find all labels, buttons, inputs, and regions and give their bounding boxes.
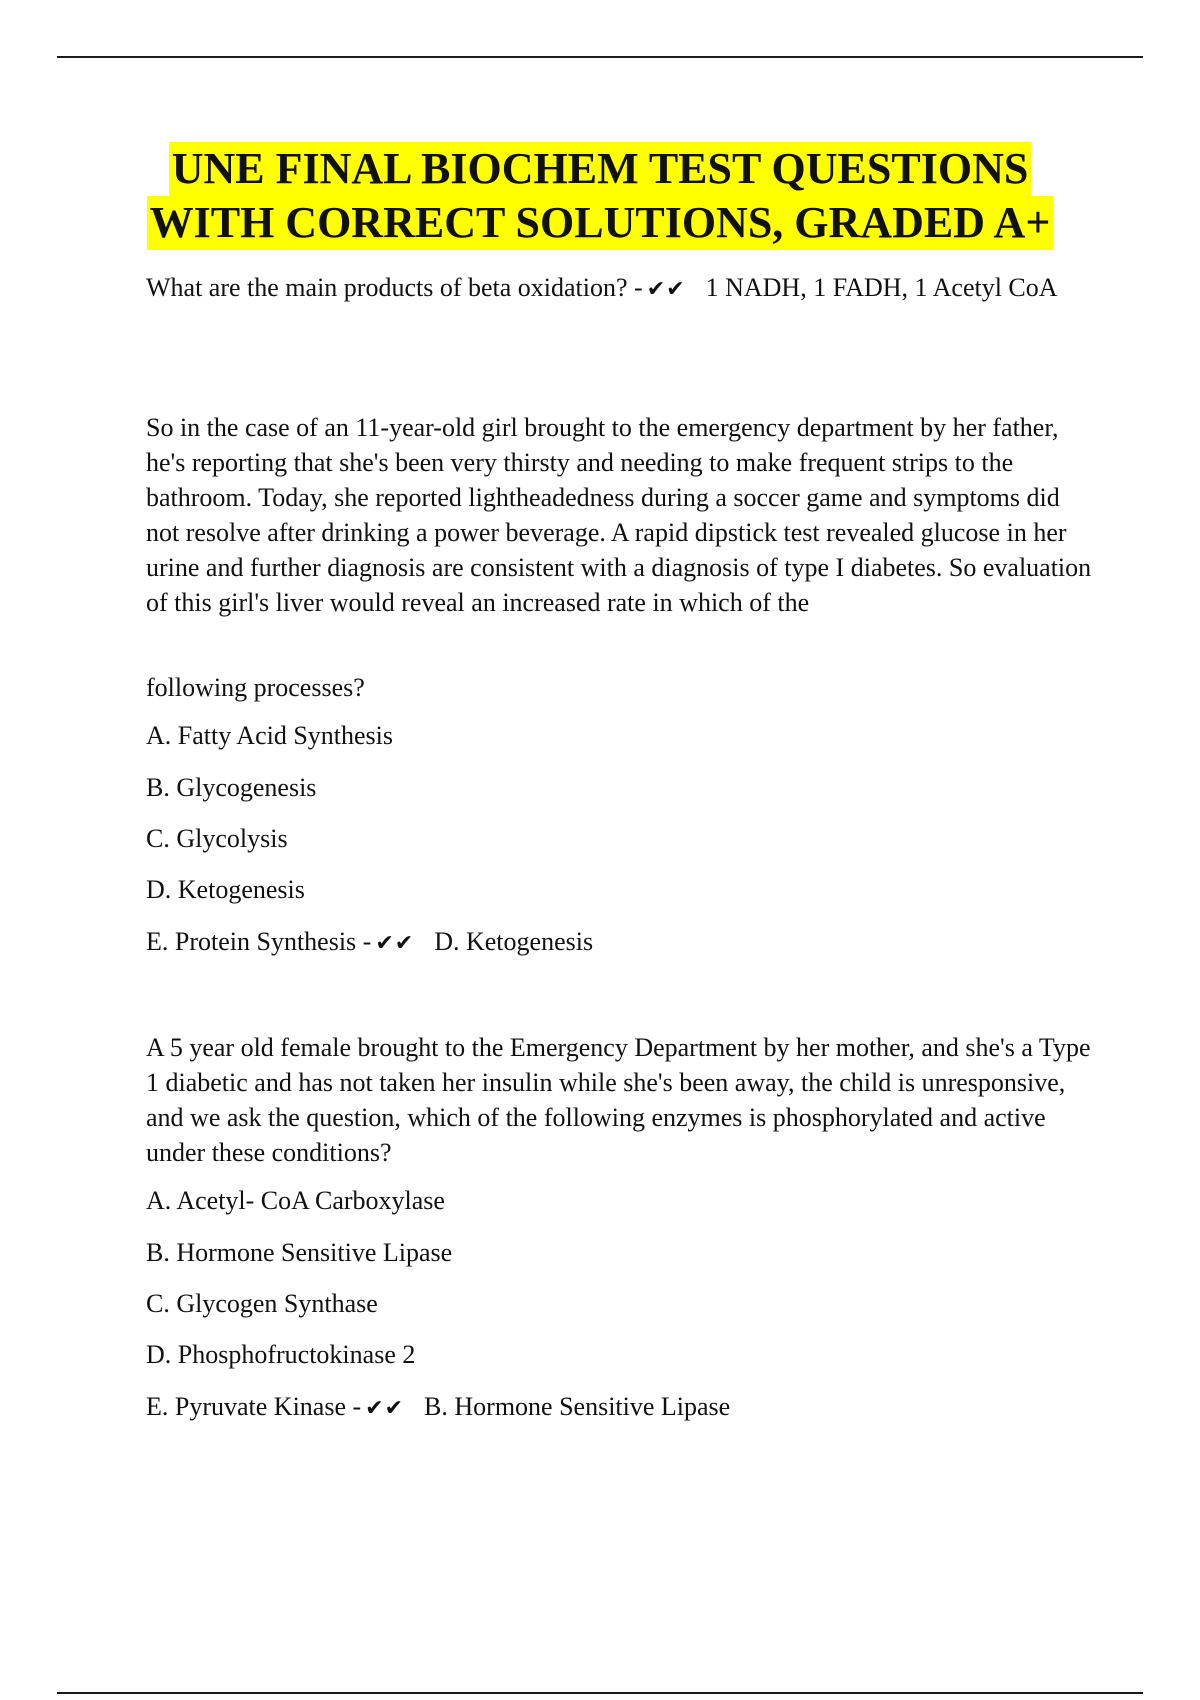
option-item: C. Glycolysis: [146, 824, 288, 853]
question-beta-oxidation: [146, 270, 1096, 307]
option-item: D. Phosphofructokinase 2: [146, 1340, 416, 1369]
check-mark-icon: ✔✔: [375, 931, 415, 956]
question-hormone-sensitive-lipase: [146, 1030, 1096, 1170]
option-answer-line: E. Protein Synthesis - ✔✔ D. Ketogenesis: [146, 927, 594, 956]
title-line-2: WITH CORRECT SOLUTIONS, GRADED A+: [147, 196, 1054, 250]
option-item: D. Ketogenesis: [146, 875, 305, 904]
question-type1-diabetes-liver: [146, 410, 1096, 620]
option-item: B. Glycogenesis: [146, 773, 317, 802]
answer-text: 1 NADH, 1 FADH, 1 Acetyl CoA: [705, 273, 1058, 302]
top-rule: [57, 56, 1143, 58]
option-answer-line: E. Pyruvate Kinase - ✔✔ B. Hormone Sensitive Lipase: [146, 1392, 731, 1421]
question-paragraph: So in the case of an 11-year-old girl brought to the emergency department by her father, he's reporting that she's been very thirsty and needing to make frequent strips to the bathroom. Today, she reported lightheadedness during a soccer game and symptoms did not resolve after drinking a power beverage. A rapid dipstick test revealed glucose in her urine and further diagnosis are consistent with a diagnosis of type I diabetes. So evaluation of this girl's liver would reveal an increased rate in which of the: [146, 413, 1092, 617]
option-item: B. Hormone Sensitive Lipase: [146, 1238, 453, 1267]
answer-text: D. Ketogenesis: [434, 927, 594, 956]
option-item: A. Acetyl- CoA Carboxylase: [146, 1186, 445, 1215]
answer-text: B. Hormone Sensitive Lipase: [424, 1392, 731, 1421]
title-line-1: UNE FINAL BIOCHEM TEST QUESTIONS: [169, 142, 1032, 196]
option-item: A. Fatty Acid Synthesis: [146, 721, 394, 750]
document-title: [60, 142, 1140, 250]
bottom-rule: [57, 1692, 1143, 1694]
check-mark-icon: ✔✔: [365, 1396, 405, 1421]
question-text: What are the main products of beta oxidation? - ✔✔ 1 NADH, 1 FADH, 1 Acetyl CoA: [146, 273, 1058, 302]
question-paragraph: A 5 year old female brought to the Emergency Department by her mother, and she's a Type 1 diabetic and has not taken her insulin while she's been away, the child is unresponsive, and we ask the question, which of the following enzymes is phosphorylated and active under these conditions?: [146, 1033, 1091, 1167]
question-follow-line: following processes?: [146, 673, 365, 702]
option-item: C. Glycogen Synthase: [146, 1289, 378, 1318]
check-mark-icon: ✔✔: [646, 277, 686, 302]
